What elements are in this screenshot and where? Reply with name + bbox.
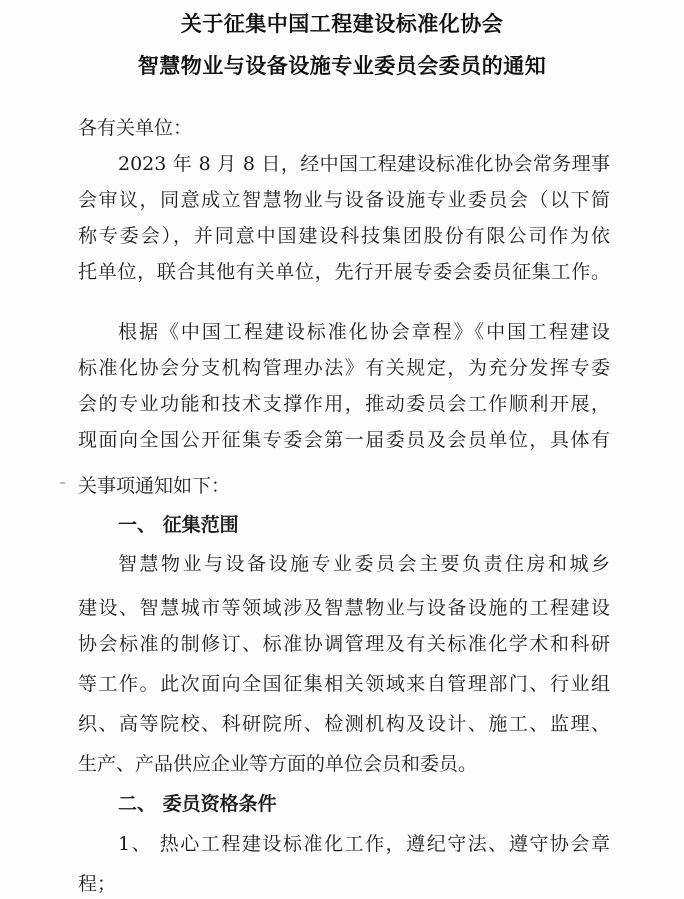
paragraph-1-line-3: 称专委会），并同意中国建设科技集团股份有限公司作为依 xyxy=(78,225,610,247)
section-1-heading: 一、 征集范围 xyxy=(118,514,239,536)
paragraph-1-line-2: 会审议，同意成立智慧物业与设备设施专业委员会（以下简 xyxy=(78,189,610,211)
scan-mark xyxy=(60,482,65,484)
item-1-line-2: 程； xyxy=(78,873,117,895)
paragraph-2-line-5: 关事项通知如下： xyxy=(78,475,231,497)
paragraph-3-line-2: 建设、智慧城市等领域涉及智慧物业与设备设施的工程建设 xyxy=(78,597,610,619)
paragraph-1-line-4: 托单位，联合其他有关单位，先行开展专委会委员征集工作。 xyxy=(78,261,610,283)
paragraph-3-line-1: 智慧物业与设备设施专业委员会主要负责住房和城乡 xyxy=(118,553,610,575)
salutation: 各有关单位： xyxy=(78,117,193,139)
paragraph-2-line-1: 根据《中国工程建设标准化协会章程》《中国工程建设 xyxy=(118,321,610,343)
paragraph-2-line-4: 现面向全国公开征集专委会第一届委员及会员单位，具体有 xyxy=(78,429,610,451)
paragraph-3-line-4: 等工作。此次面向全国征集相关领域来自管理部门、行业组 xyxy=(78,673,610,695)
document-title-line-1: 关于征集中国工程建设标准化协会 xyxy=(180,12,504,36)
paragraph-3-line-6: 生产、产品供应企业等方面的单位会员和委员。 xyxy=(78,753,478,775)
item-1-line-1: 1、 热心工程建设标准化工作，遵纪守法、遵守协会章 xyxy=(118,833,610,855)
paragraph-2-line-3: 会的专业功能和技术支撑作用，推动委员会工作顺利开展， xyxy=(78,393,610,415)
paragraph-1-line-1: 2023 年 8 月 8 日，经中国工程建设标准化协会常务理事 xyxy=(118,153,610,175)
paragraph-3-line-5: 织、高等院校、科研院所、检测机构及设计、施工、监理、 xyxy=(78,713,610,735)
paragraph-2-line-2: 标准化协会分支机构管理办法》有关规定，为充分发挥专委 xyxy=(78,357,610,379)
document-title-line-2: 智慧物业与设备设施专业委员会委员的通知 xyxy=(137,54,547,78)
paragraph-3-line-3: 协会标准的制修订、标准协调管理及有关标准化学术和科研 xyxy=(78,633,610,655)
section-2-heading: 二、 委员资格条件 xyxy=(118,793,277,815)
